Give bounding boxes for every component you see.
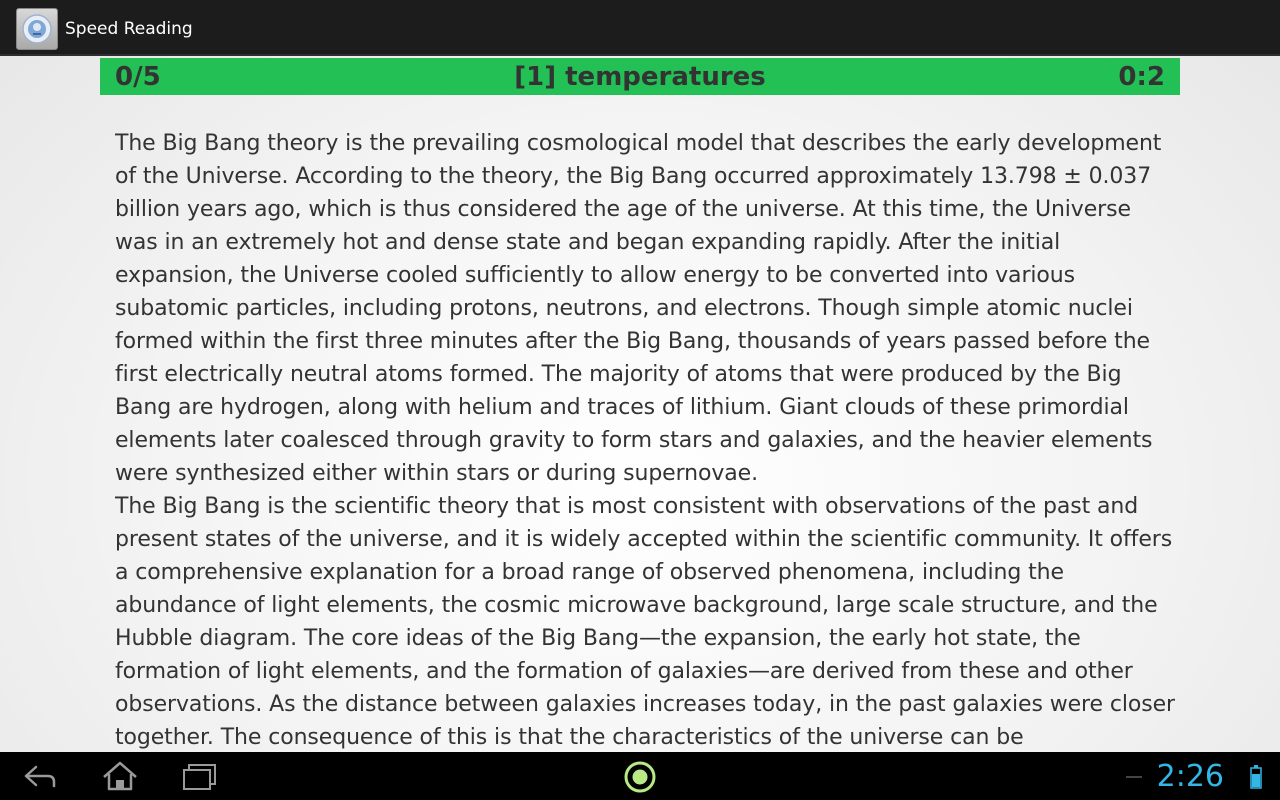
paragraph: The Big Bang theory is the prevailing cosmological model that describes the early development of the Universe. According to the theory, the Big Bang occurred approximately 13.798 ± 0.037 billion years ago, which is thus considered the age of the universe. At this time, the Universe was in an extremely hot and dense state and began expanding rapidly. After the initial expansion, the Universe cooled sufficiently to allow energy to be converted into various subatomic particles, including protons, neutrons, and electrons. Though simple atomic nuclei formed within the first three minutes after the Big Bang, thousands of years passed before the first electrically neutral atoms formed. The majority of atoms that were produced by the Big Bang are hydrogen, along with helium and traces of lithium. Giant clouds of these primordial elements later coalesced through gravity to form stars and galaxies, and the heavier elements were synthesized either within stars or during supernovae. xyxy=(115,131,1162,486)
system-navigation-bar xyxy=(0,752,1280,800)
notification-indicator[interactable] xyxy=(1122,752,1146,800)
app-title: Speed Reading xyxy=(65,19,193,39)
paragraph: The Big Bang is the scientific theory that is most consistent with observations of the past and present states of the universe, and it is widely accepted within the scientific community. It offers a comprehensive explanation for a broad range of observed phenomena, including the abundance of light elements, the cosmic microwave background, large scale structure, and the Hubble diagram. The core ideas of the Big Bang—the expansion, the early hot state, the formation of light elements, and the formation of galaxies—are derived from these and other observations. As the distance between galaxies increases today, in the past galaxies were closer together. The consequence of this is that the characteristics of the universe can be xyxy=(115,494,1175,750)
recent-apps-button[interactable] xyxy=(180,752,220,800)
reading-text-area[interactable] xyxy=(115,127,1175,752)
progress-count: 0/5 xyxy=(115,62,161,92)
reading-status-bar xyxy=(100,58,1180,95)
timer: 0:2 xyxy=(1118,62,1165,92)
battery-icon xyxy=(1246,752,1266,800)
app-icon[interactable] xyxy=(16,8,58,50)
home-button[interactable] xyxy=(100,752,140,800)
clock[interactable]: 2:26 xyxy=(1156,759,1224,794)
menu-button[interactable] xyxy=(620,752,660,800)
recent-apps-icon xyxy=(180,785,220,800)
action-bar xyxy=(0,0,1280,56)
home-icon xyxy=(100,785,140,800)
back-button[interactable] xyxy=(20,752,60,800)
back-icon xyxy=(20,785,60,800)
menu-icon xyxy=(620,785,660,800)
current-word: [1] temperatures xyxy=(514,62,766,92)
